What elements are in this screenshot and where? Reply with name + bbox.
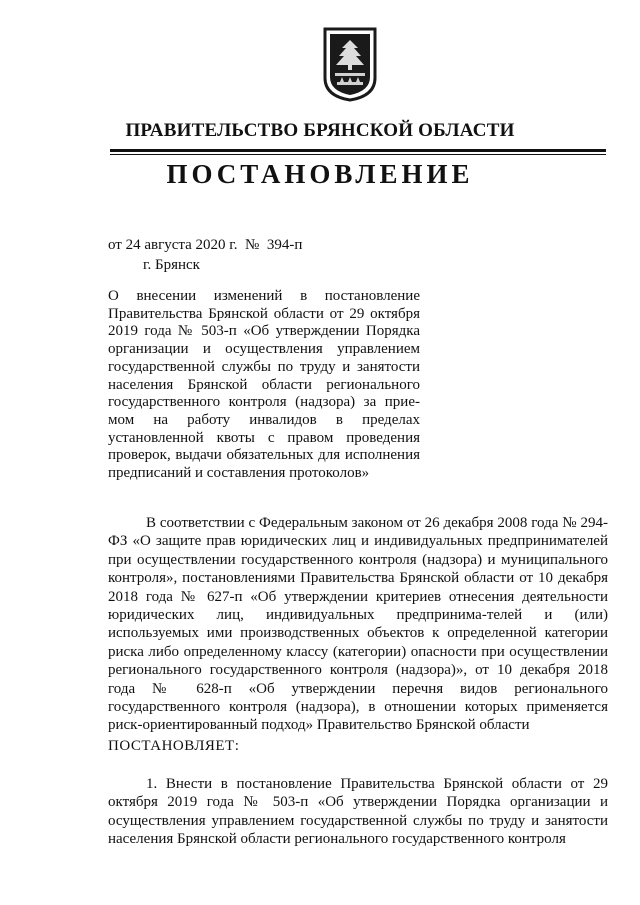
item-1-paragraph: 1. Внести в постановление Правительства Брянской области от 29 октября 2019 года № 503-п «Об утверждении Порядка организации и осуществления управлением государственной службы по труду и занятости населения Брянской области регионального государственного контроля xyxy=(108,776,608,847)
government-title: ПРАВИТЕЛЬСТВО БРЯНСКОЙ ОБЛАСТИ xyxy=(125,120,515,141)
header-rule-thick xyxy=(110,149,606,152)
document-city: г. Брянск xyxy=(143,257,200,273)
header-rule-thin xyxy=(110,154,606,155)
preamble-paragraph: В соответствии с Федеральным законом от 26 декабря 2008 года № 294-ФЗ «О защите прав юридических лиц и индивидуальных предпринимателей при осуществлении государственного контроля (надзора) и муниципального контроля», постановлениями Правительства Брянской области от 10 декабря 2018 года № 627-п «Об утверждении критериев отнесения деятельности юридических лиц, индивидуальных предпринима-телей и (или) используемых ими производственных объектов к определенной категории риска либо определенному классу (категории) опасности при осуществлении регионального государственного контроля (надзора)», от 10 декабря 2018 года № 628-п «Об утверждении перечня видов регионального государственного контроля (надзора), в отношении которых применяется риск-ориентированный подход» Правительство Брянской области xyxy=(108,515,608,734)
document-subject: О внесении изменений в постановление Правительства Брянской области от 29 октября 2019 года № 503-п «Об утверждении Порядка организации и осуществления управлением государственной службы по труду и занятости населения Брянской области регионального государственного контроля (надзора) за прие-мом на работу инвалидов в пределах установленной квоты с правом проведения проверок, выдачи обязательных для исполнения предписаний и составления протоколов» xyxy=(108,288,420,482)
resolves-heading: ПОСТАНОВЛЯЕТ: xyxy=(108,738,240,754)
document-date-number: от 24 августа 2020 г. № 394-п xyxy=(108,237,303,253)
document-type-title: ПОСТАНОВЛЕНИЕ xyxy=(166,159,474,189)
bryansk-region-coat-of-arms-icon xyxy=(322,26,378,102)
